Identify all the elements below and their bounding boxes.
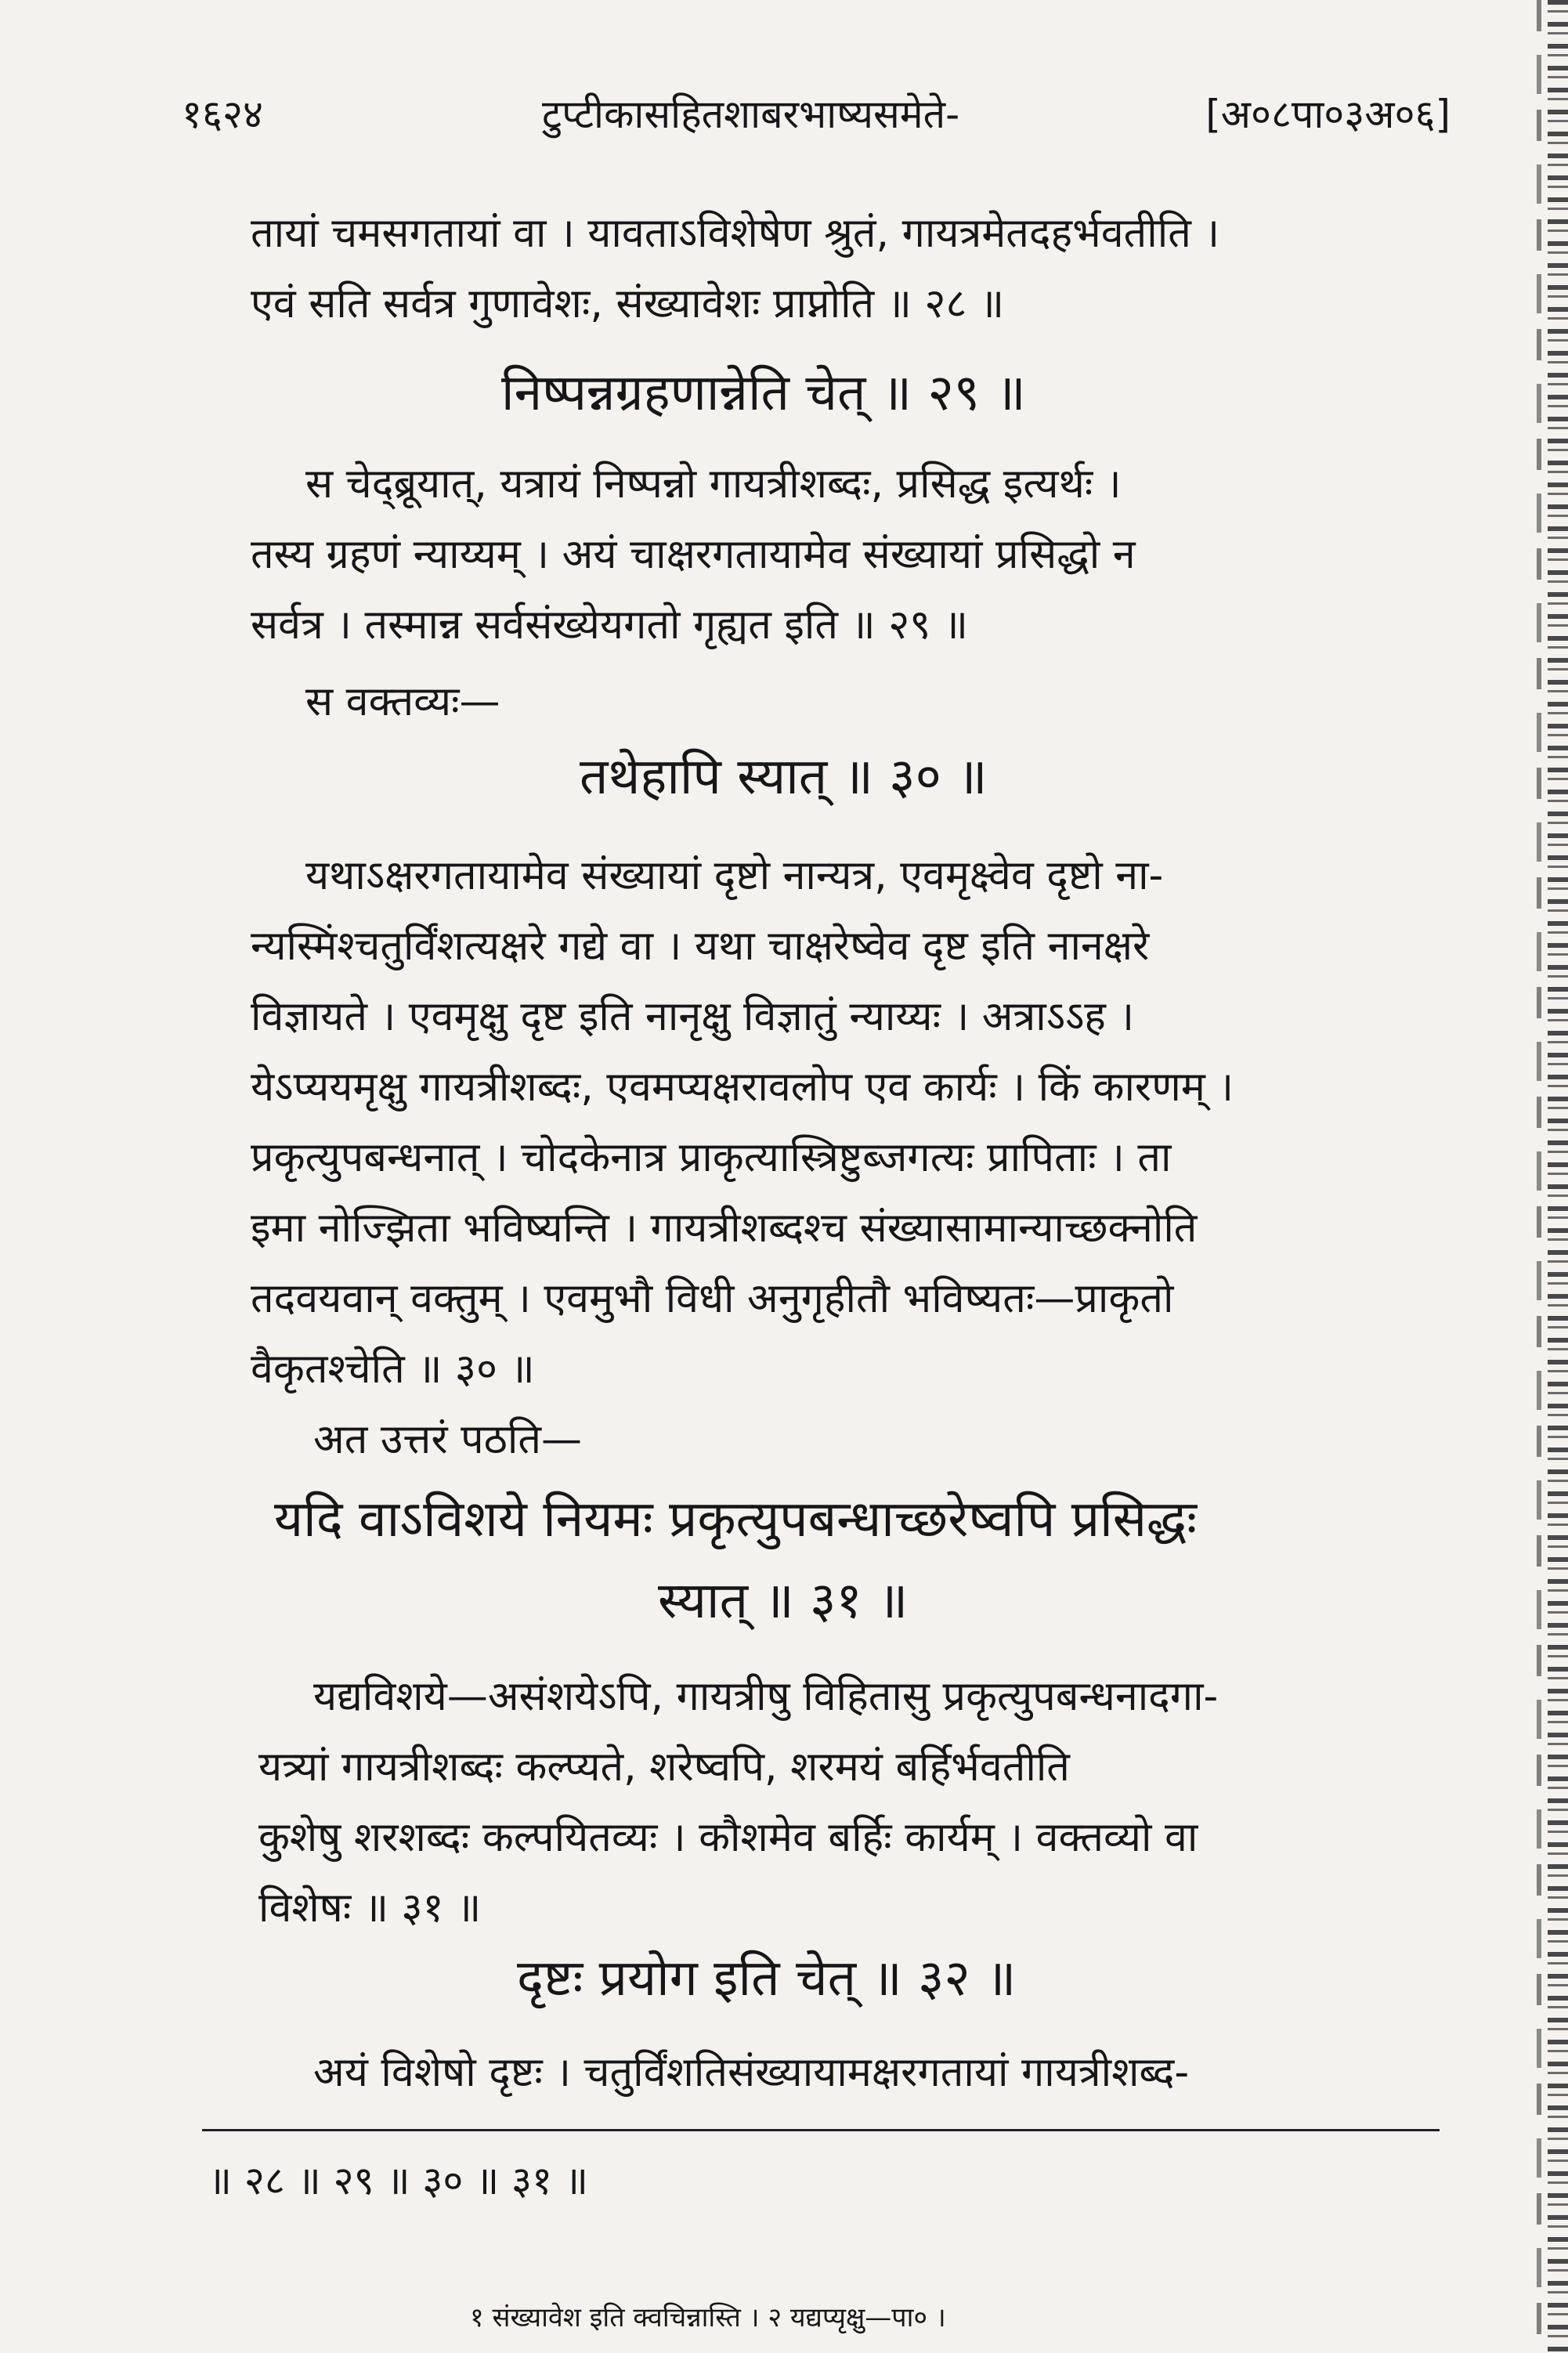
- text-line: तस्य ग्रहणं न्याय्यम् । अयं चाक्षरगतायामेव संख्यायां प्रसिद्धो न: [251, 531, 1136, 578]
- text-line: तदवयवान् वक्तुम् । एवमुभौ विधी अनुगृहीतौ भविष्यतः—प्राकृतो: [251, 1275, 1174, 1322]
- text-line: यत्र्यां गायत्रीशब्दः कल्प्यते, शरेष्वपि, शरमयं बर्हिर्भवतीति: [258, 1744, 1070, 1791]
- text-line: यथाऽक्षरगतायामेव संख्यायां दृष्टो नान्यत्र, एवमृक्ष्वेव दृष्टो ना-: [305, 852, 1164, 899]
- text-line: एवं सति सर्वत्र गुणावेशः, संख्यावेशः प्राप्नोति ॥ २८ ॥: [251, 280, 1005, 327]
- footnote-divider: [202, 2129, 1440, 2131]
- text-line: न्यस्मिंश्चतुर्विंशत्यक्षरे गद्ये वा । यथा चाक्षरेष्वेव दृष्ट इति नानक्षरे: [251, 923, 1150, 970]
- text-line: विशेषः ॥ ३१ ॥: [258, 1885, 482, 1932]
- text-line: अयं विशेषो दृष्टः । चतुर्विंशतिसंख्यायामक्षरगतायां गायत्रीशब्द-: [313, 2049, 1190, 2096]
- text-line: अत उत्तरं पठति—: [313, 1416, 582, 1463]
- text-line: इमा नोज्झिता भविष्यन्ति । गायत्रीशब्दश्च संख्यासामान्याच्छक्नोति: [251, 1205, 1198, 1252]
- text-line: यद्यविशये—असंशयेऽपि, गायत्रीषु विहितासु प्रकृत्युपबन्धनादगा-: [313, 1673, 1219, 1720]
- footnote: १ संख्यावेश इति क्वचिन्नास्ति । २ यद्यप्यृक्षु—पा० ।: [470, 2302, 946, 2333]
- text-line: येऽप्ययमृक्षु गायत्रीशब्दः, एवमप्यक्षरावलोप एव कार्यः । किं कारणम् ।: [251, 1064, 1234, 1111]
- section-reference: [अ०८पा०३अ०६]: [1205, 92, 1451, 137]
- sutra-heading: तथेहापि स्यात् ॥ ३० ॥: [580, 748, 988, 806]
- sutra-heading: निष्पन्नग्रहणान्नेति चेत् ॥ २९ ॥: [501, 364, 1026, 422]
- running-header: [182, 86, 1451, 149]
- text-line: स वक्तव्यः—: [305, 678, 500, 725]
- sutra-heading: दृष्टः प्रयोग इति चेत् ॥ ३२ ॥: [517, 1950, 1017, 2008]
- text-line: स चेद्ब्रूयात्, यत्रायं निष्पन्नो गायत्रीशब्दः, प्रसिद्ध इत्यर्थः ।: [305, 461, 1122, 508]
- sutra-heading: स्यात् ॥ ३१ ॥: [658, 1572, 909, 1630]
- running-title: टुप्टीकासहितशाबरभाष्यसमेते-: [542, 92, 960, 137]
- text-line: विज्ञायते । एवमृक्षु दृष्ट इति नानृक्षु विज्ञातुं न्याय्यः । अत्राऽऽह ।: [251, 993, 1135, 1040]
- page-number: १६२४: [182, 92, 263, 137]
- text-line: सर्वत्र । तस्मान्न सर्वसंख्येयगतो गृह्यत इति ॥ २९ ॥: [251, 602, 968, 649]
- text-line: तायां चमसगतायां वा । यावताऽविशेषेण श्रुतं, गायत्रमेतदहर्भवतीति ।: [251, 210, 1220, 257]
- text-line: वैकृतश्चेति ॥ ३० ॥: [251, 1346, 535, 1393]
- text-line: प्रकृत्युपबन्धनात् । चोदकेनात्र प्राकृत्यास्त्रिष्टुब्जगत्यः प्रापिताः । ता: [251, 1134, 1172, 1181]
- page-edge-marks: [1537, 0, 1541, 2353]
- text-line: कुशेषु शरशब्दः कल्पयितव्यः । कौशमेव बर्हिः कार्यम् । वक्तव्यो वा: [258, 1814, 1198, 1861]
- footnote-reference-numbers: ॥ २८ ॥ २९ ॥ ३० ॥ ३१ ॥: [208, 2158, 588, 2203]
- sutra-heading: यदि वाऽविशये नियमः प्रकृत्युपबन्धाच्छरेष्वपि प्रसिद्धः: [274, 1491, 1198, 1549]
- page-edge: [1548, 0, 1568, 2353]
